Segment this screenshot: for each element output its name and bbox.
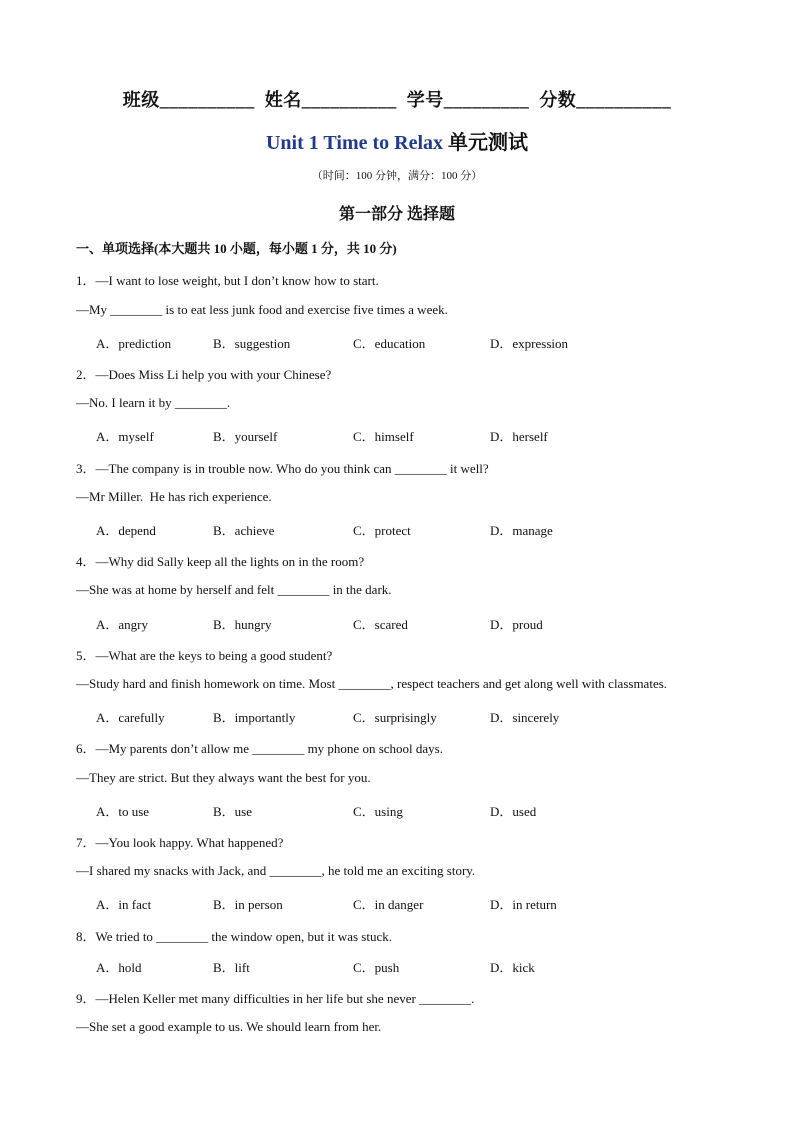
question-4: 4．—Why did Sally keep all the lights on in the room? bbox=[76, 554, 365, 569]
question-8: 8．We tried to ________ the window open, but it was stuck. bbox=[76, 929, 392, 944]
question-4-dialogue: —She was at home by herself and felt ________ in the dark. bbox=[76, 582, 392, 597]
title-english: Unit 1 Time to Relax bbox=[265, 132, 444, 154]
question-2: 2．—Does Miss Li help you with your Chinese? bbox=[76, 367, 332, 382]
question-6-option-a[interactable]: A．to use bbox=[96, 804, 150, 819]
question-6: 6．—My parents don’t allow me ________ my phone on school days. bbox=[76, 741, 443, 756]
question-1-option-c[interactable]: C．education bbox=[353, 336, 426, 351]
question-3-option-d[interactable]: D．manage bbox=[490, 523, 553, 538]
question-6-option-c[interactable]: C．using bbox=[353, 804, 403, 819]
part-title: 第一部分 选择题 bbox=[338, 206, 455, 223]
question-2-option-b[interactable]: B．yourself bbox=[213, 429, 278, 444]
question-2-option-d[interactable]: D．herself bbox=[490, 429, 548, 444]
question-5-option-d[interactable]: D．sincerely bbox=[490, 710, 560, 725]
question-4-option-b[interactable]: B．hungry bbox=[213, 617, 272, 632]
question-2-dialogue: —No. I learn it by ________. bbox=[76, 395, 231, 410]
question-1-option-b[interactable]: B．suggestion bbox=[213, 336, 291, 351]
question-9-dialogue: —She set a good example to us. We should learn from her. bbox=[76, 1019, 382, 1034]
question-8-option-b[interactable]: B．lift bbox=[213, 960, 250, 975]
question-3-dialogue: —Mr Miller. He has rich experience. bbox=[76, 489, 272, 504]
question-5-option-b[interactable]: B．importantly bbox=[213, 710, 296, 725]
question-1-dialogue: —My ________ is to eat less junk food and exercise five times a week. bbox=[76, 302, 448, 317]
question-7-option-c[interactable]: C．in danger bbox=[353, 897, 424, 912]
question-6-option-d[interactable]: D．used bbox=[490, 804, 537, 819]
student-info-header: 班级__________ 姓名__________ 学号_________ 分数__________ bbox=[122, 90, 672, 110]
question-8-option-c[interactable]: C．push bbox=[353, 960, 400, 975]
question-3-option-c[interactable]: C．protect bbox=[353, 523, 411, 538]
question-2-option-a[interactable]: A．myself bbox=[96, 429, 154, 444]
question-5-option-c[interactable]: C．surprisingly bbox=[353, 710, 437, 725]
question-7-dialogue: —I shared my snacks with Jack, and ________, he told me an exciting story. bbox=[76, 863, 476, 878]
question-6-dialogue: —They are strict. But they always want the best for you. bbox=[76, 770, 371, 785]
question-5-dialogue: —Study hard and finish homework on time. Most ________, respect teachers and get along well with classmates. bbox=[76, 676, 668, 691]
page-title bbox=[0, 126, 794, 155]
question-6-option-b[interactable]: B．use bbox=[213, 804, 253, 819]
question-2-option-c[interactable]: C．himself bbox=[353, 429, 414, 444]
question-7-option-b[interactable]: B．in person bbox=[213, 897, 283, 912]
title-chinese: 单元测试 bbox=[443, 132, 529, 154]
question-7-option-d[interactable]: D．in return bbox=[490, 897, 557, 912]
section-title: 一、单项选择(本大题共 10 小题，每小题 1 分，共 10 分) bbox=[76, 241, 397, 256]
question-5: 5．—What are the keys to being a good student? bbox=[76, 648, 333, 663]
question-1: 1．—I want to lose weight, but I don’t know how to start. bbox=[76, 273, 379, 288]
question-3: 3．—The company is in trouble now. Who do you think can ________ it well? bbox=[76, 461, 489, 476]
question-9: 9．—Helen Keller met many difficulties in her life but she never ________. bbox=[76, 991, 475, 1006]
question-1-option-a[interactable]: A．prediction bbox=[96, 336, 172, 351]
exam-time-info: （时间：100 分钟，满分：100 分） bbox=[311, 170, 483, 182]
question-3-option-a[interactable]: A．depend bbox=[96, 523, 156, 538]
question-8-option-d[interactable]: D．kick bbox=[490, 960, 535, 975]
question-8-option-a[interactable]: A．hold bbox=[96, 960, 142, 975]
question-4-option-c[interactable]: C．scared bbox=[353, 617, 408, 632]
question-5-option-a[interactable]: A．carefully bbox=[96, 710, 165, 725]
question-4-option-d[interactable]: D．proud bbox=[490, 617, 543, 632]
question-4-option-a[interactable]: A．angry bbox=[96, 617, 148, 632]
question-3-option-b[interactable]: B．achieve bbox=[213, 523, 275, 538]
question-7: 7．—You look happy. What happened? bbox=[76, 835, 284, 850]
question-7-option-a[interactable]: A．in fact bbox=[96, 897, 152, 912]
question-1-option-d[interactable]: D．expression bbox=[490, 336, 568, 351]
